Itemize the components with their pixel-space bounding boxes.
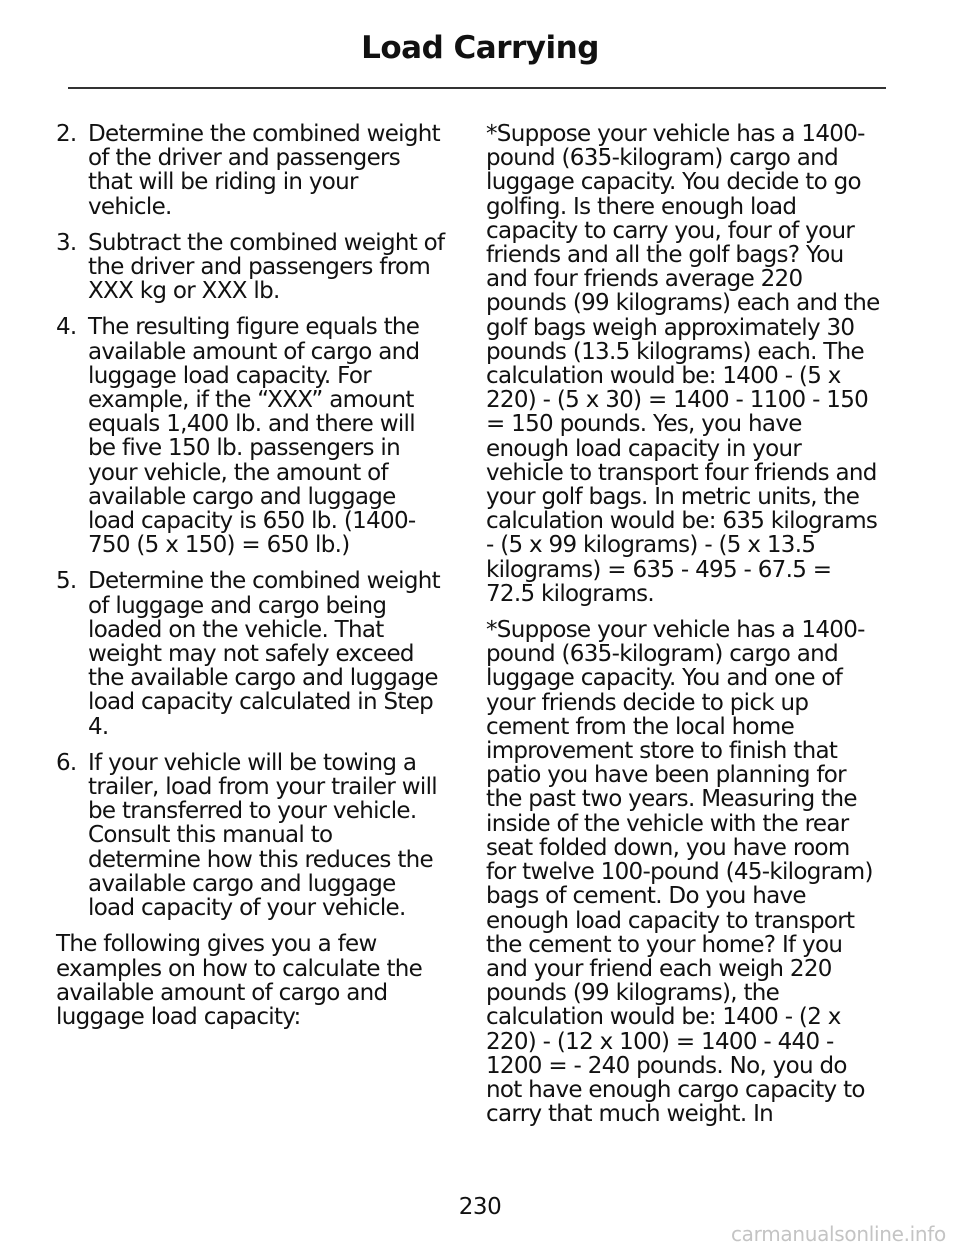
- page-number: 230: [458, 1194, 502, 1220]
- watermark: carmanualsonline.info: [730, 1222, 946, 1246]
- step-item: [56, 122, 448, 219]
- step-text: If your vehicle will be towing a trailer, load from your trailer will be transferred to your vehicle. Consult this manual to determine how this reduces the available cargo and luggage load capacity of your vehicle.: [88, 749, 437, 922]
- step-text: Determine the combined weight of the driver and passengers that will be riding in your vehicle.: [88, 121, 440, 220]
- step-number: 2.: [56, 121, 77, 147]
- step-item: [56, 751, 448, 920]
- title-divider: [68, 87, 886, 89]
- step-item: [56, 315, 448, 557]
- page-title: Load Carrying: [361, 30, 599, 66]
- examples-intro-paragraph: The following gives you a few examples on how to calculate the available amount of cargo and luggage load capacity:: [56, 931, 423, 1030]
- golf-example-paragraph: *Suppose your vehicle has a 1400-pound (635-kilogram) cargo and luggage capacity. You decide to go golfing. Is there enough load capacity to carry you, four of your friends and all the golf bags? You and four friends average 220 pounds (99 kilograms) each and the golf bags weigh approximately 30 pounds (13.5 kilograms) each. The calculation would be: 1400 - (5 x 220) - (5 x 30) = 1400 - 1100 - 150 = 150 pounds. Yes, you have enough load capacity in your vehicle to transport four friends and your golf bags. In metric units, the calculation would be: 635 kilograms - (5 x 99 kilograms) - (5 x 13.5 kilograms) = 635 - 495 - 67.5 = 72.5 kilograms.: [486, 121, 880, 607]
- right-column: [486, 122, 882, 1138]
- step-number: 3.: [56, 229, 77, 256]
- step-number: 4.: [56, 314, 77, 341]
- step-text: Determine the combined weight of luggage and cargo being loaded on the vehicle. That weight may not safely exceed the available cargo and luggage load capacity calculated in Step 4.: [88, 568, 440, 740]
- step-item: [56, 231, 448, 304]
- step-text: The resulting figure equals the available amount of cargo and luggage load capacity. For example, if the “XXX” amount equals 1,400 lb. and there will be five 150 lb. passengers in your vehicle, the amount of available cargo and luggage load capacity is 650 lb. (1400-750 (5 x 150) = 650 lb.): [88, 314, 420, 559]
- step-text: Subtract the combined weight of the driver and passengers from XXX kg or XXX lb.: [88, 229, 445, 305]
- cement-example-paragraph: *Suppose your vehicle has a 1400-pound (635-kilogram) cargo and luggage capacity. You and one of your friends decide to pick up cement from the local home improvement store to finish that patio you have been planning for the past two years. Measuring the inside of the vehicle with the rear seat folded down, you have room for twelve 100-pound (45-kilogram) bags of cement. Do you have enough load capacity to transport the cement to your home? If you and your friend each weigh 220 pounds (99 kilograms), the calculation would be: 1400 - (2 x 220) - (12 x 100) = 1400 - 440 - 1200 = - 240 pounds. No, you do not have enough cargo capacity to carry that much weight. In: [486, 617, 873, 1128]
- step-item: [56, 569, 448, 738]
- step-number: 6.: [56, 749, 77, 776]
- left-column: [56, 122, 448, 1041]
- step-number: 5.: [56, 568, 77, 595]
